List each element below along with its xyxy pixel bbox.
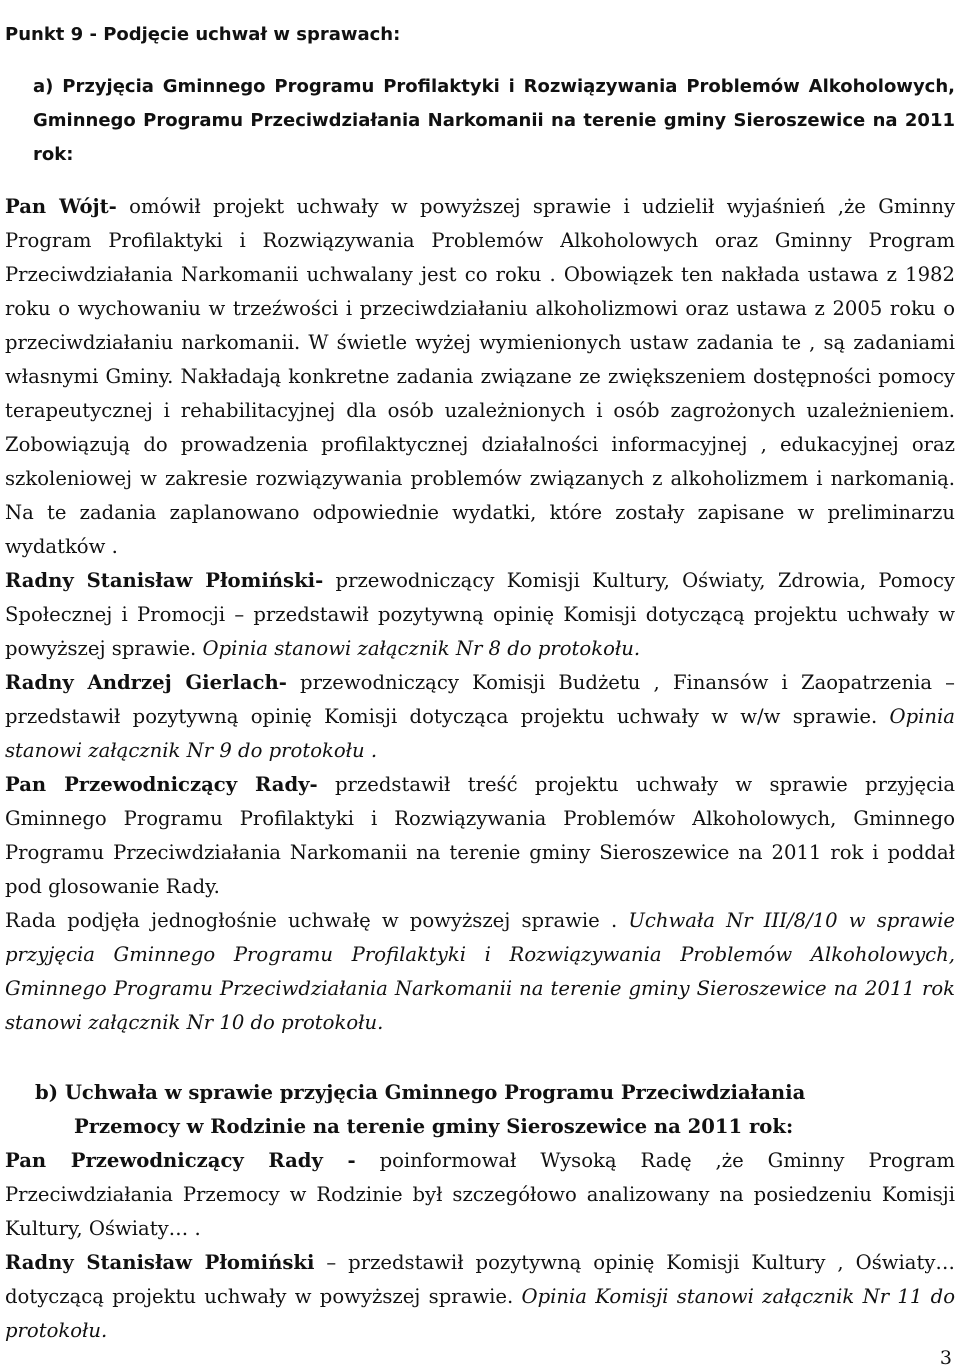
section-b-title-line2: Przemocy w Rodzinie na terenie gminy Sieroszewice na 2011 rok: (74, 1115, 794, 1138)
spacer (5, 1040, 955, 1076)
section-heading: Punkt 9 - Podjęcie uchwał w sprawach: (5, 24, 401, 45)
speaker-name: Pan Przewodniczący Rady- (5, 773, 318, 796)
section-b-title (5, 1076, 955, 1144)
paragraph-text: przewodniczący Komisji Budżetu , Finansów i Zaopatrzenia – przedstawił pozytywną opinię Komisji dotycząca projektu uchwały w w/w sprawie. (5, 671, 955, 728)
document-page (5, 0, 955, 1348)
paragraph-text: poinformował Wysoką Radę ,że Gminny Program Przeciwdziałania Przemocy w Rodzinie był szczegółowo analizowany na posiedzeniu Komisji Kultury, Oświaty… . (5, 1149, 955, 1240)
section-b-label: b) (35, 1081, 58, 1104)
speaker-name: Radny Stanisław Płomiński- (5, 569, 324, 592)
attachment-note: Uchwała Nr III/8/10 w sprawie przyjęcia Gminnego Programu Profilaktyki i Rozwiązywania Problemów Alkoholowych, Gminnego Programu Przeciwdziałania Narkomanii na terenie gminy Sieroszewice na 2011 rok stanowi załącznik Nr 10 do protokołu. (5, 909, 955, 1034)
paragraph-gierlach (5, 666, 955, 768)
paragraph-text: przedstawił treść projektu uchwały w sprawie przyjęcia Gminnego Programu Profilaktyki i Rozwiązywania Problemów Alkoholowych, Gminnego Programu Przeciwdziałania Narkomanii na terenie gminy Sieroszewice na 2011 rok i poddał pod glosowanie Rady. (5, 773, 956, 898)
paragraph-text: Obowiązek ten nakłada ustawa z 1982 roku o wychowaniu w trzeźwości i przeciwdziałaniu alkoholizmowi oraz ustawa z 2005 roku o przeciwdziałaniu narkomanii. W świetle wyżej wymienionych ustaw zadania te , są zadaniami własnymi Gminy. Nakładają konkretne zadania związane ze zwiększeniem dostępności pomocy terapeutycznej i rehabilitacyjnej dla osób uzależnionych i osób zagrożonych uzależnieniem. Zobowiązują do prowadzenia profilaktycznej działalności informacyjnej , edukacyjnej oraz szkoleniowej w zakresie rozwiązywania problemów związanych z alkoholizmem i narkomanią. Na te zadania zaplanowano odpowiednie wydatki, które zostały zapisane w preliminarzu wydatków . (5, 263, 955, 558)
attachment-note: Opinia stanowi załącznik Nr 8 do protokołu. (202, 637, 641, 660)
section-a-title: a) Przyjęcia Gminnego Programu Profilaktyki i Rozwiązywania Problemów Alkoholowych, Gminnego Programu Przeciwdziałania Narkomanii na terenie gminy Sieroszewice na 2011 rok: (33, 76, 955, 165)
paragraph-przewodniczacy (5, 768, 955, 904)
paragraph-text: – przedstawił pozytywną opinię Komisji Kultury , Oświaty… dotyczącą projektu uchwały w powyższej sprawie. (5, 1251, 956, 1308)
vote-text: Rada podjęła jednogłośnie uchwałę w powyższej sprawie . (5, 909, 618, 932)
paragraph-przewodniczacy-b (5, 1144, 955, 1246)
speaker-name: Radny Stanisław Płomiński (5, 1251, 315, 1274)
paragraph-text: przewodniczący Komisji Kultury, Oświaty, Zdrowia, Pomocy Społecznej i Promocji – przedstawił pozytywną opinię Komisji dotyczącą projektu uchwały w powyższej sprawie. (5, 569, 955, 660)
speaker-name: Pan Przewodniczący Rady - (5, 1149, 356, 1172)
paragraph-wojt (5, 190, 955, 564)
attachment-note: Opinia stanowi załącznik Nr 9 do protokołu . (5, 705, 955, 762)
speaker-name: Pan Wójt- (5, 195, 117, 218)
attachment-note: Opinia Komisji stanowi załącznik Nr 11 do protokołu. (5, 1285, 956, 1342)
paragraph-text: omówił projekt uchwały w powyższej sprawie i udzielił wyjaśnień ,że Gminny Program Profilaktyki i Rozwiązywania Problemów Alkoholowych oraz Gminny Program Przeciwdziałania Narkomanii uchwalany jest co roku . (5, 195, 956, 286)
page-number: 3 (939, 1347, 952, 1369)
speaker-name: Radny Andrzej Gierlach- (5, 671, 287, 694)
paragraph-vote (5, 904, 955, 1040)
paragraph-plominski-a (5, 564, 955, 666)
section-b-title-line1: Uchwała w sprawie przyjęcia Gminnego Programu Przeciwdziałania (64, 1081, 806, 1104)
paragraph-plominski-b (5, 1246, 955, 1348)
